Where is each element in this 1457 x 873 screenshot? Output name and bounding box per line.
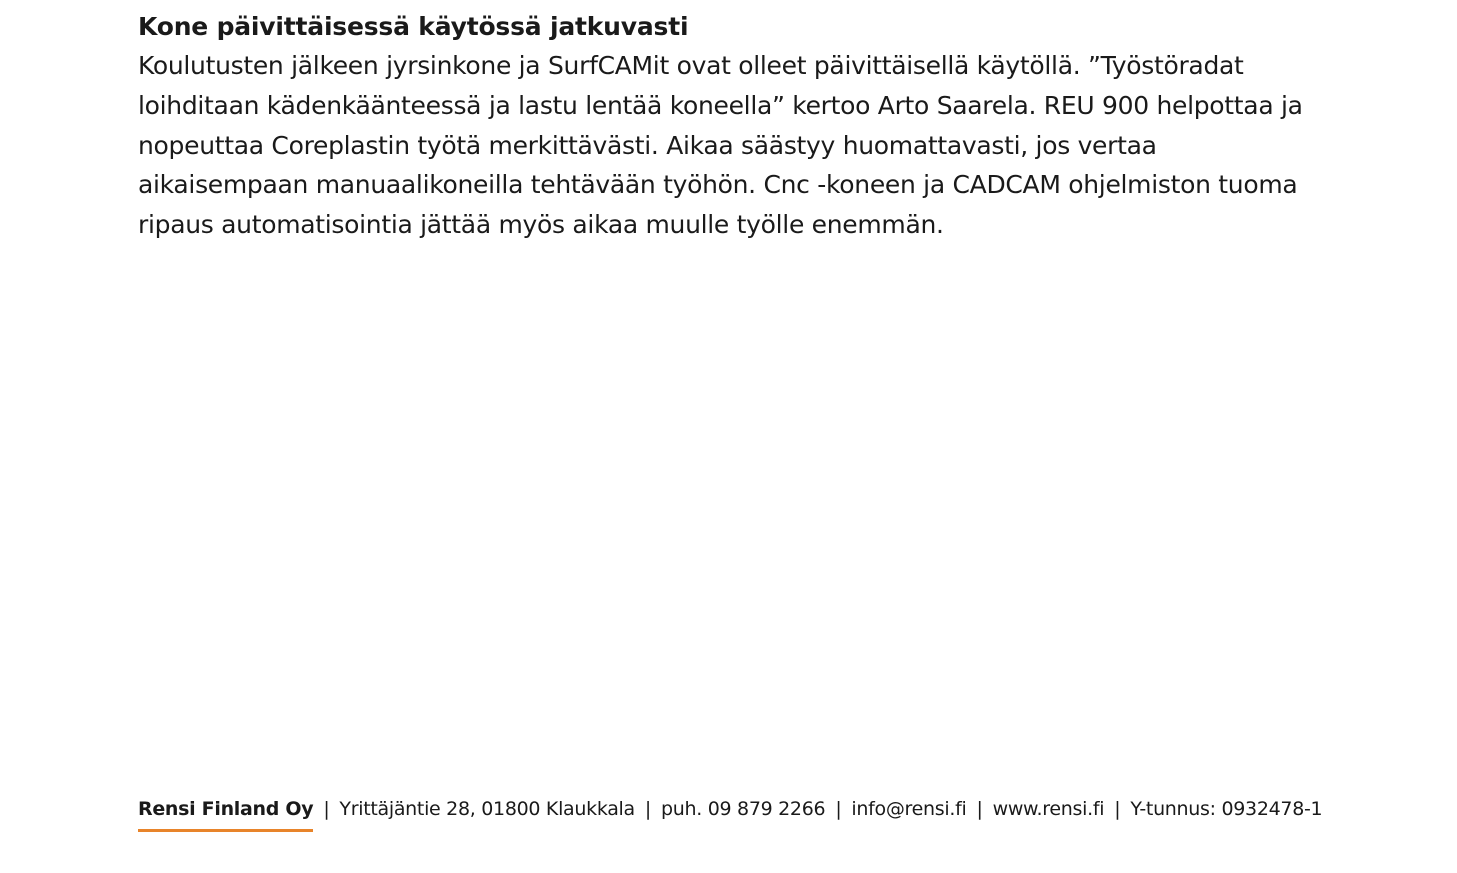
footer-separator: | bbox=[644, 798, 651, 820]
footer-address: Yrittäjäntie 28, 01800 Klaukkala bbox=[339, 798, 635, 820]
footer-separator: | bbox=[1114, 798, 1121, 820]
footer-phone: puh. 09 879 2266 bbox=[661, 798, 826, 820]
footer-separator: | bbox=[976, 798, 983, 820]
section-paragraph: Koulutusten jälkeen jyrsinkone ja SurfCAMit ovat olleet päivittäisellä käytöllä. ”Työstöradat loihditaan kädenkäänteessä ja lastu lentää koneella” kertoo Arto Saarela. REU 900 helpottaa ja nopeuttaa Coreplastin työtä merkittävästi. Aikaa säästyy huomattavasti, jos vertaa aikaisempaan manuaalikoneilla tehtävään työhön. Cnc -koneen ja CADCAM ohjelmiston tuoma ripaus automatisointia jättää myös aikaa muulle työlle enemmän. bbox=[138, 51, 1303, 240]
footer-company-name: Rensi Finland Oy bbox=[138, 795, 313, 832]
article-section bbox=[138, 8, 1338, 245]
footer-email-link[interactable]: info@rensi.fi bbox=[851, 798, 967, 820]
footer-business-id: Y-tunnus: 0932478-1 bbox=[1130, 798, 1323, 820]
page-footer bbox=[138, 795, 1322, 835]
footer-separator: | bbox=[323, 798, 330, 820]
section-heading: Kone päivittäisessä käytössä jatkuvasti bbox=[138, 12, 689, 41]
footer-separator: | bbox=[835, 798, 842, 820]
footer-website-link[interactable]: www.rensi.fi bbox=[992, 798, 1105, 820]
